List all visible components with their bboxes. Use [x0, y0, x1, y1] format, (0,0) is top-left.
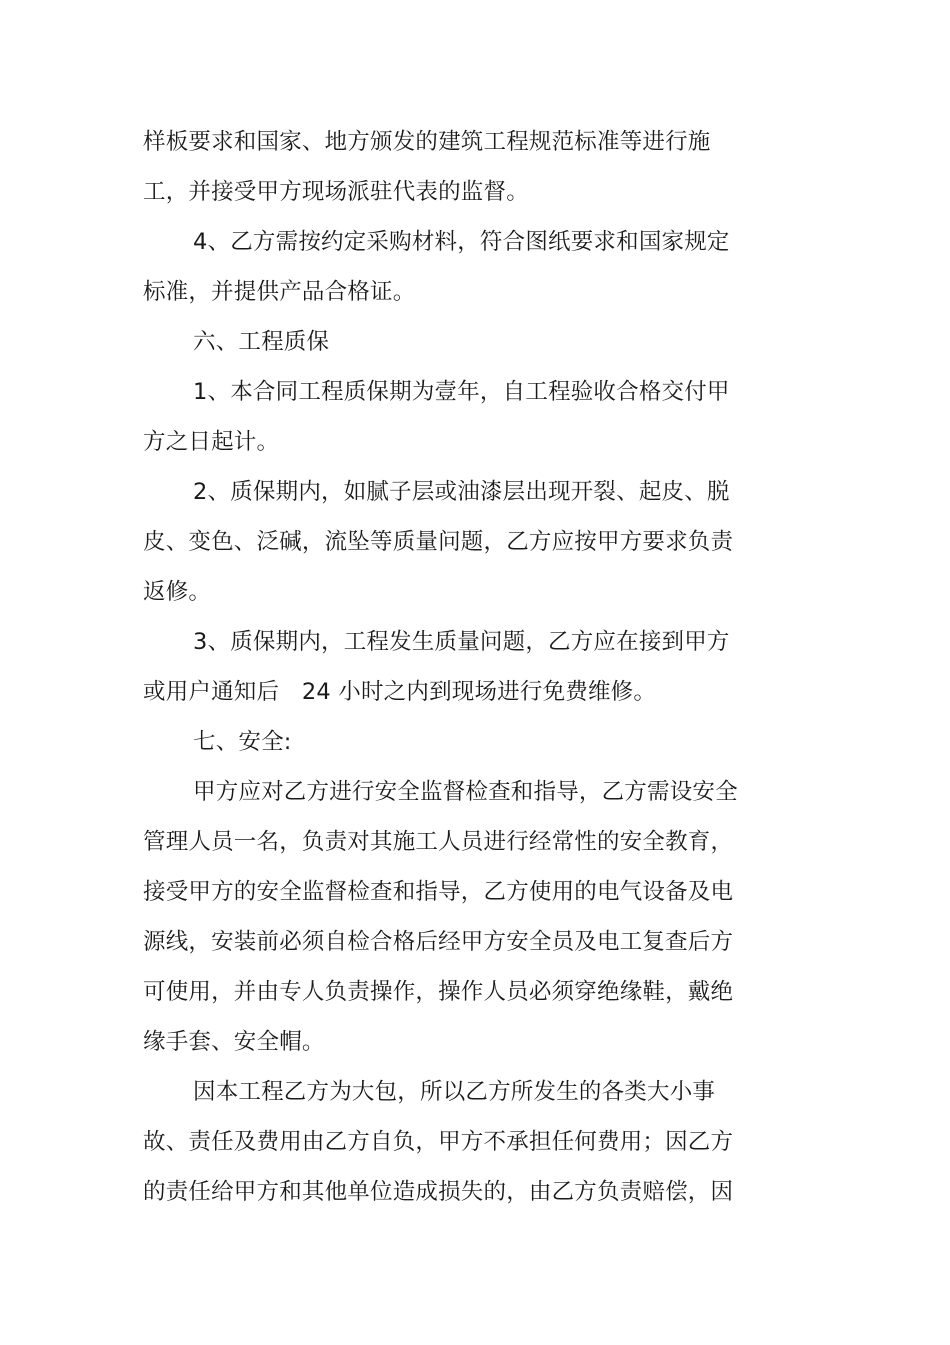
section-heading: 七、安全: [193, 729, 292, 755]
text-line: 因本工程乙方为大包，所以乙方所发生的各类大小事 [193, 1079, 716, 1105]
text-line: 1、本合同工程质保期为壹年，自工程验收合格交付甲 [193, 379, 730, 405]
text-line: 甲方应对乙方进行安全监督检查和指导，乙方需设安全 [193, 779, 738, 805]
text-line: 接受甲方的安全监督检查和指导，乙方使用的电气设备及电 [143, 879, 734, 905]
text-line: 可使用，并由专人负责操作，操作人员必须穿绝缘鞋，戴绝 [143, 979, 734, 1005]
text-line: 皮、变色、泛碱，流坠等质量问题，乙方应按甲方要求负责 [143, 529, 734, 555]
text-line: 样板要求和国家、地方颁发的建筑工程规范标准等进行施 [143, 129, 711, 155]
text-line: 缘手套、安全帽。 [143, 1029, 325, 1055]
text-line: 源线，安装前必须自检合格后经甲方安全员及电工复查后方 [143, 929, 734, 955]
text-line: 故、责任及费用由乙方自负，甲方不承担任何费用；因乙方 [143, 1129, 734, 1155]
text-line: 方之日起计。 [143, 429, 280, 455]
text-line: 返修。 [143, 579, 212, 605]
text-line: 2、质保期内，如腻子层或油漆层出现开裂、起皮、脱 [193, 479, 730, 505]
text-line: 标准，并提供产品合格证。 [143, 279, 416, 305]
text-line: 3、质保期内，工程发生质量问题，乙方应在接到甲方 [193, 629, 730, 655]
text-line: 的责任给甲方和其他单位造成损失的，由乙方负责赔偿，因 [143, 1179, 734, 1205]
text-line: 工，并接受甲方现场派驻代表的监督。 [143, 179, 529, 205]
text-line: 4、乙方需按约定采购材料，符合图纸要求和国家规定 [193, 229, 730, 255]
text-line: 管理人员一名，负责对其施工人员进行经常性的安全教育， [143, 829, 734, 855]
text-line: 或用户通知后 24 小时之内到现场进行免费维修。 [143, 679, 657, 705]
section-heading: 六、工程质保 [193, 329, 330, 355]
